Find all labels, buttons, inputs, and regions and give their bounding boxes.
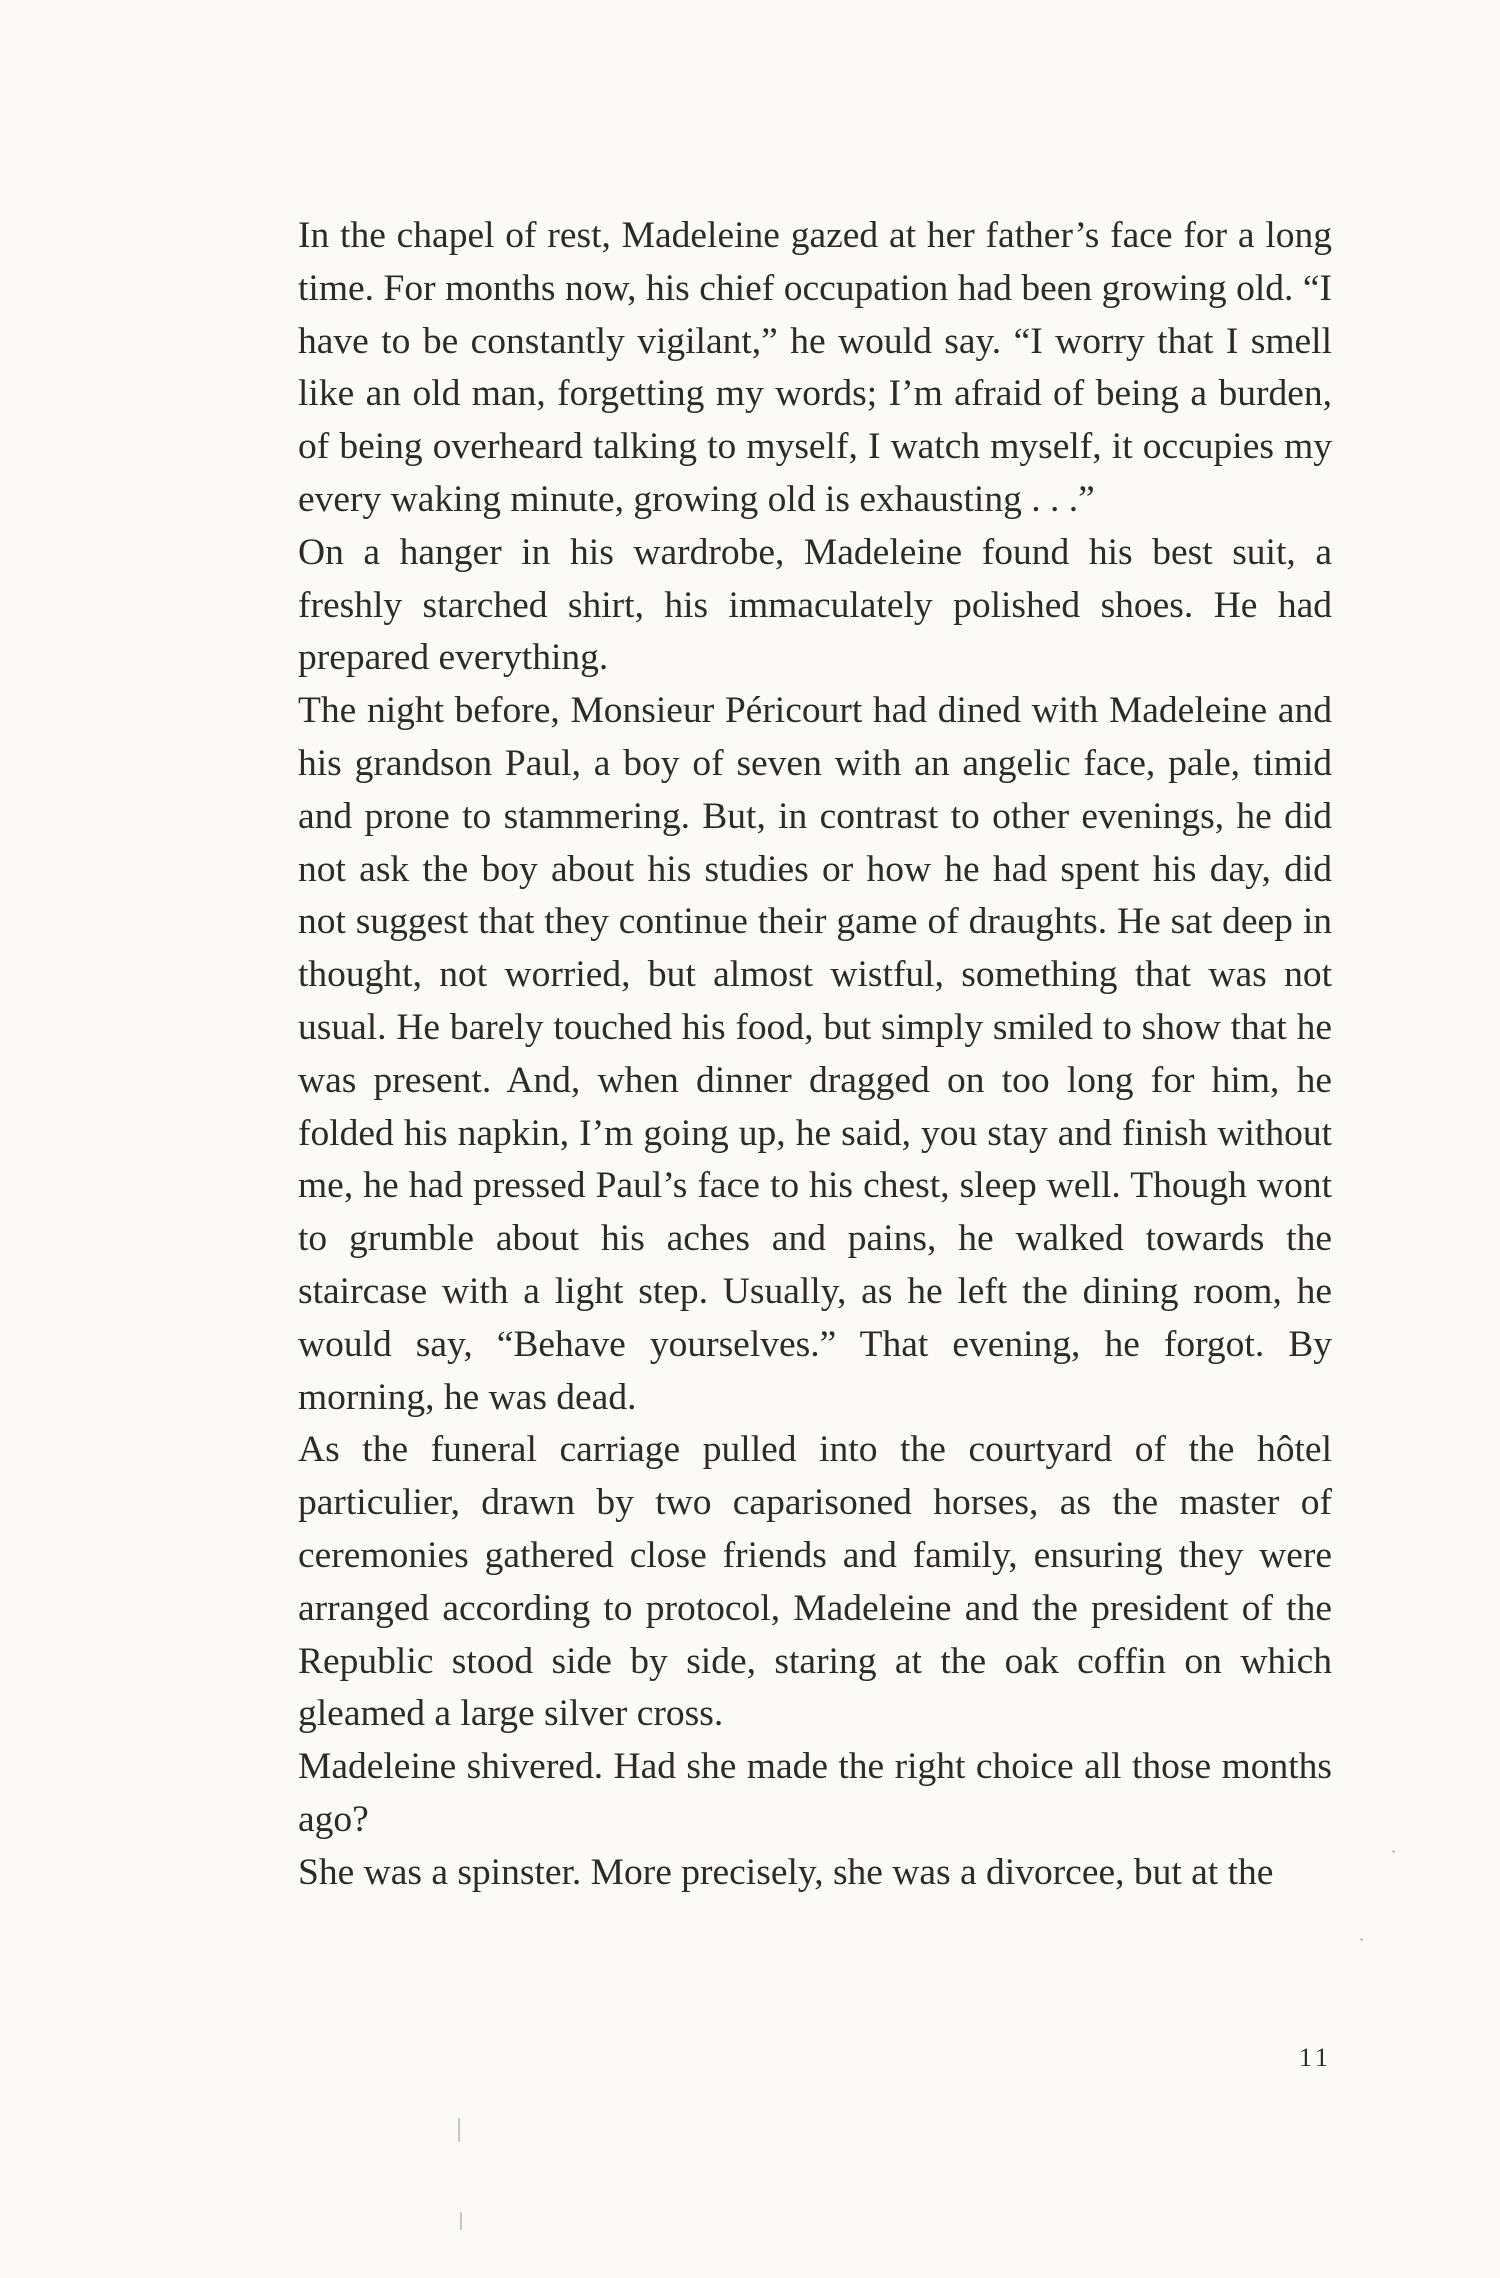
paragraph-6: She was a spinster. More precisely, she was a divorcee, but at the xyxy=(298,1851,1274,1893)
paragraph-4: As the funeral carriage pulled into the courtyard of the hôtel particulier, drawn by two caparisoned horses, as the master of ceremonies gathered close friends and family, ensuring they were arranged according to protocol, Madeleine and the president of the Republic stood side by side, staring at the oak coffin on which gleamed a large silver cross. xyxy=(298,1429,1332,1735)
page-number: 11 xyxy=(1298,2043,1332,2072)
scan-speck xyxy=(460,2212,462,2230)
body-text xyxy=(298,210,1332,1900)
scan-speck xyxy=(458,2118,460,2142)
paragraph-5: Madeleine shivered. Had she made the right choice all those months ago? xyxy=(298,1746,1332,1840)
paragraph-3: The night before, Monsieur Péricourt had dined with Madeleine and his grandson Paul, a boy of seven with an angelic face, pale, timid and prone to stammering. But, in contrast to other evenings, he did not ask the boy about his studies or how he had spent his day, did not suggest that they continue their game of draughts. He sat deep in thought, not worried, but almost wistful, something that was not usual. He barely touched his food, but simply smiled to show that he was present. And, when dinner dragged on too long for him, he folded his napkin, I’m going up, he said, you stay and finish without me, he had pressed Paul’s face to his chest, sleep well. Though wont to grumble about his aches and pains, he walked towards the staircase with a light step. Usually, as he left the dining room, he would say, “Behave yourselves.” That evening, he forgot. By morning, he was dead. xyxy=(298,690,1332,1418)
scan-speck xyxy=(1360,1938,1363,1941)
paragraph-2: On a hanger in his wardrobe, Madeleine found his best suit, a freshly starched shirt, his immaculately polished shoes. He had prepared everything. xyxy=(298,531,1332,679)
paragraph-1: In the chapel of rest, Madeleine gazed at her father’s face for a long time. For months now, his chief occupation had been growing old. “I have to be constantly vigilant,” he would say. “I worry that I smell like an old man, forgetting my words; I’m afraid of being a burden, of being overheard talking to myself, I watch myself, it occupies my every waking minute, growing old is exhausting . . .” xyxy=(298,215,1332,520)
scan-speck xyxy=(1392,1850,1395,1853)
